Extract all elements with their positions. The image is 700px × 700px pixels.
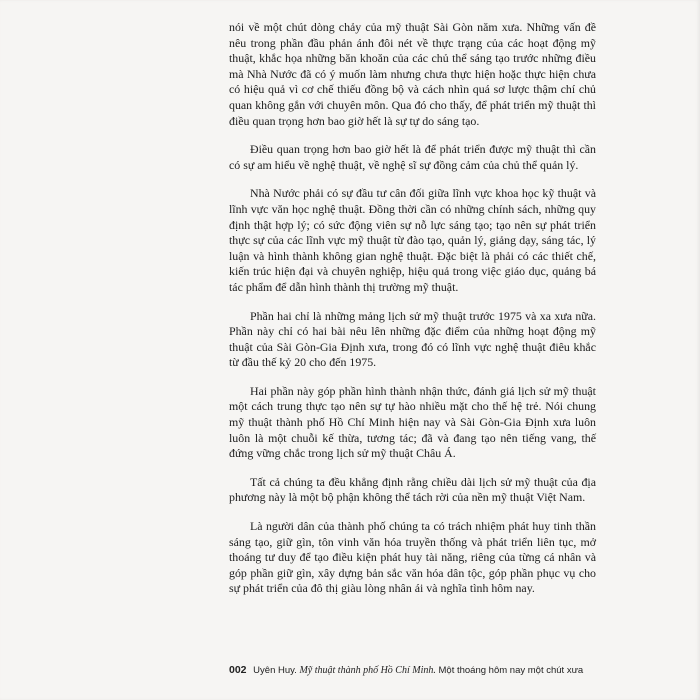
paragraph-1: nói về một chút dòng chảy của mỹ thuật Sài Gòn năm xưa. Những vấn đề nêu trong phần đầu phản ánh đôi nét về thực trạng của các hoạt động mỹ thuật, khắc họa những băn khoăn của các chủ thể sáng tạo trước những điều mà Nhà Nước đã có ý muốn làm nhưng chưa thực hiện hoặc thực hiện chưa có hiệu quả vì cơ chế thiếu đồng bộ và cách nhìn quá sơ lược thậm chí chủ quan không gắn với chuyên môn. Qua đó cho thấy, để phát triển mỹ thuật thì điều quan trọng hơn bao giờ hết là sự tự do sáng tạo. (229, 20, 596, 128)
paragraph-7: Là người dân của thành phố chúng ta có trách nhiệm phát huy tinh thần sáng tạo, giữ gìn, tôn vinh văn hóa truyền thống và phát triển liên tục, mở thoáng tư duy để tạo điều kiện phát huy tài năng, riêng của từng cá nhân và góp phần giữ gìn, xây dựng bản sắc văn hóa dân tộc, góp phần phục vụ cho sự phát triển của đô thị giàu lòng nhân ái và nghĩa tình hôm nay. (229, 519, 596, 596)
page-footer (229, 664, 649, 676)
footer-author: Uyên Huy. (253, 665, 297, 676)
paragraph-4: Phần hai chỉ là những mảng lịch sử mỹ thuật trước 1975 và xa xưa nữa. Phần này chỉ có hai bài nêu lên những đặc điểm của những hoạt động mỹ thuật của Sài Gòn-Gia Định xưa, trong đó có lĩnh vực nghệ thuật điêu khắc từ đầu thế kỷ 20 cho đến 1975. (229, 308, 596, 370)
body-text (229, 20, 596, 610)
paragraph-2: Điều quan trọng hơn bao giờ hết là để phát triển được mỹ thuật thì cần có sự am hiểu về nghệ thuật, về nghệ sĩ sự đồng cảm của chủ thể quản lý. (229, 142, 596, 172)
footer-subtitle: Một thoáng hôm nay một chút xưa (438, 665, 584, 676)
paragraph-5: Hai phần này góp phần hình thành nhận thức, đánh giá lịch sử mỹ thuật một cách trung thực tạo nên sự tự hào nhiều mặt cho thế hệ trẻ. Nói chung mỹ thuật thành phố Hồ Chí Minh hiện nay và Sài Gòn-Gia Định xưa luôn luôn là một chuỗi kế thừa, tương tác; đã và đang tạo nên tiếng vang, thế đứng vững chắc trong lịch sử mỹ thuật Châu Á. (229, 383, 596, 461)
footer-work-title: Mỹ thuật thành phố Hồ Chí Minh. (299, 665, 436, 676)
paragraph-3: Nhà Nước phải có sự đầu tư cân đối giữa lĩnh vực khoa học kỹ thuật và lĩnh vực văn học nghệ thuật. Đồng thời cần có những chính sách, những quy định thật hợp lý; có sức động viên sự nỗ lực sáng tạo; tạo nên sự phát triển thực sự của các lĩnh vực mỹ thuật từ đào tạo, quản lý, giảng dạy, sáng tác, lý luận và hình thành không gian nghệ thuật. Đặc biệt là phải có các thiết chế, kiến trúc hiện đại và chuyên nghiệp, hiệu quả trong việc giáo dục, quảng bá tác phẩm để dẫn hình thành thị trường mỹ thuật. (229, 186, 596, 294)
paragraph-6: Tất cả chúng ta đều khẳng định rằng chiều dài lịch sử mỹ thuật của địa phương này là một bộ phận không thể tách rời của nền mỹ thuật Việt Nam. (229, 474, 596, 505)
page-number: 002 (229, 664, 247, 676)
